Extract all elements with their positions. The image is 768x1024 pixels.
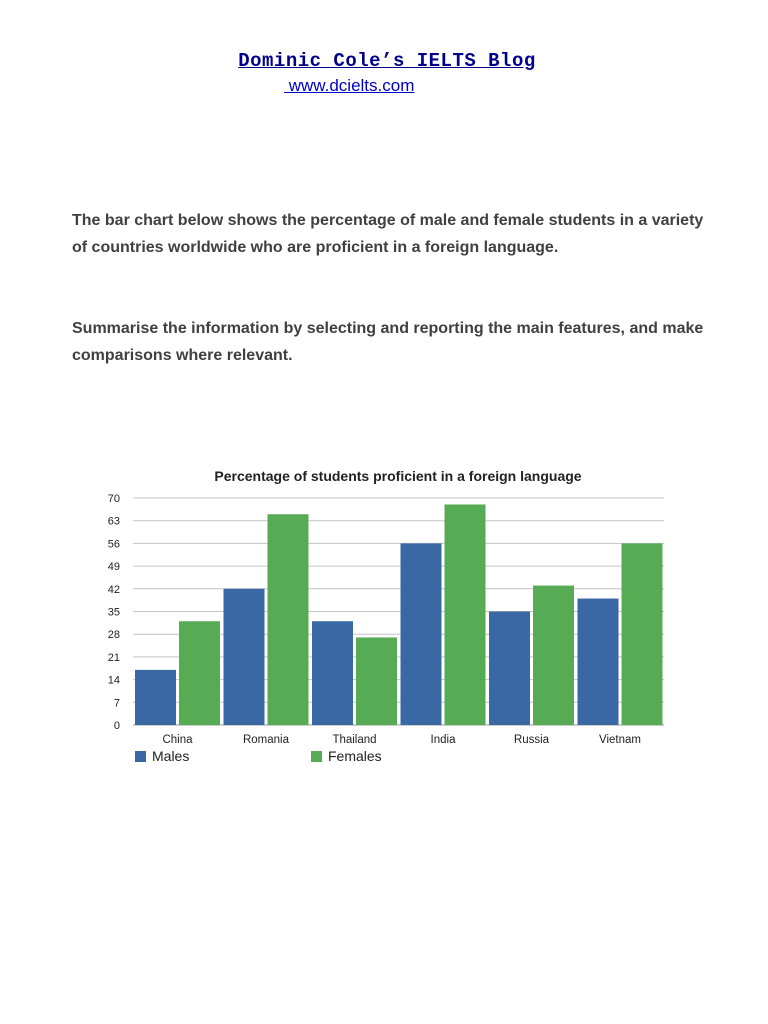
bar-females-vietnam	[622, 543, 663, 725]
task-instruction: Summarise the information by selecting and reporting the main features, and make comparisons where relevant.	[72, 320, 704, 364]
y-tick-label: 70	[107, 493, 120, 505]
chart-title: Percentage of students proficient in a foreign language	[214, 468, 582, 484]
y-tick-label: 49	[107, 561, 120, 574]
legend-label-females: Females	[328, 748, 382, 764]
y-tick-label: 35	[107, 606, 120, 619]
y-tick-label: 63	[107, 515, 120, 528]
bar-males-thailand	[312, 621, 353, 725]
chart-legend	[135, 748, 382, 764]
y-tick-label: 14	[107, 674, 120, 687]
x-category-label: India	[430, 734, 456, 746]
y-tick-label: 21	[107, 651, 120, 664]
bar-females-india	[445, 504, 486, 725]
x-category-label: Thailand	[332, 734, 377, 746]
task-description: The bar chart below shows the percentage of male and female students in a variety of countries worldwide who are proficient in a foreign language.	[72, 212, 704, 256]
bar-males-romania	[224, 589, 265, 725]
bar-males-china	[135, 670, 176, 725]
y-tick-label: 56	[107, 538, 120, 551]
x-category-label: Romania	[242, 734, 290, 746]
legend-label-males: Males	[152, 748, 190, 764]
bar-chart	[80, 460, 680, 775]
x-axis-categories	[162, 734, 641, 746]
y-tick-label: 0	[113, 720, 120, 732]
x-category-label: Russia	[513, 734, 550, 746]
bar-females-thailand	[356, 637, 397, 725]
legend-swatch-females	[311, 751, 322, 762]
bar-females-romania	[268, 514, 309, 725]
blog-title[interactable]: Dominic Cole’s IELTS Blog	[238, 50, 536, 72]
y-axis-ticks	[108, 493, 120, 732]
y-tick-label: 7	[113, 697, 120, 710]
legend-swatch-males	[135, 751, 146, 762]
y-tick-label: 42	[107, 583, 120, 596]
y-tick-label: 28	[107, 629, 120, 642]
x-category-label: Vietnam	[599, 734, 641, 746]
bar-females-russia	[533, 586, 574, 725]
bar-females-china	[179, 621, 220, 725]
chart-bars	[135, 504, 663, 725]
bar-males-russia	[489, 612, 530, 726]
x-category-label: China	[162, 734, 193, 746]
bar-males-india	[401, 543, 442, 725]
bar-males-vietnam	[578, 599, 619, 725]
site-url-link[interactable]: www.dcielts.com	[284, 76, 415, 95]
